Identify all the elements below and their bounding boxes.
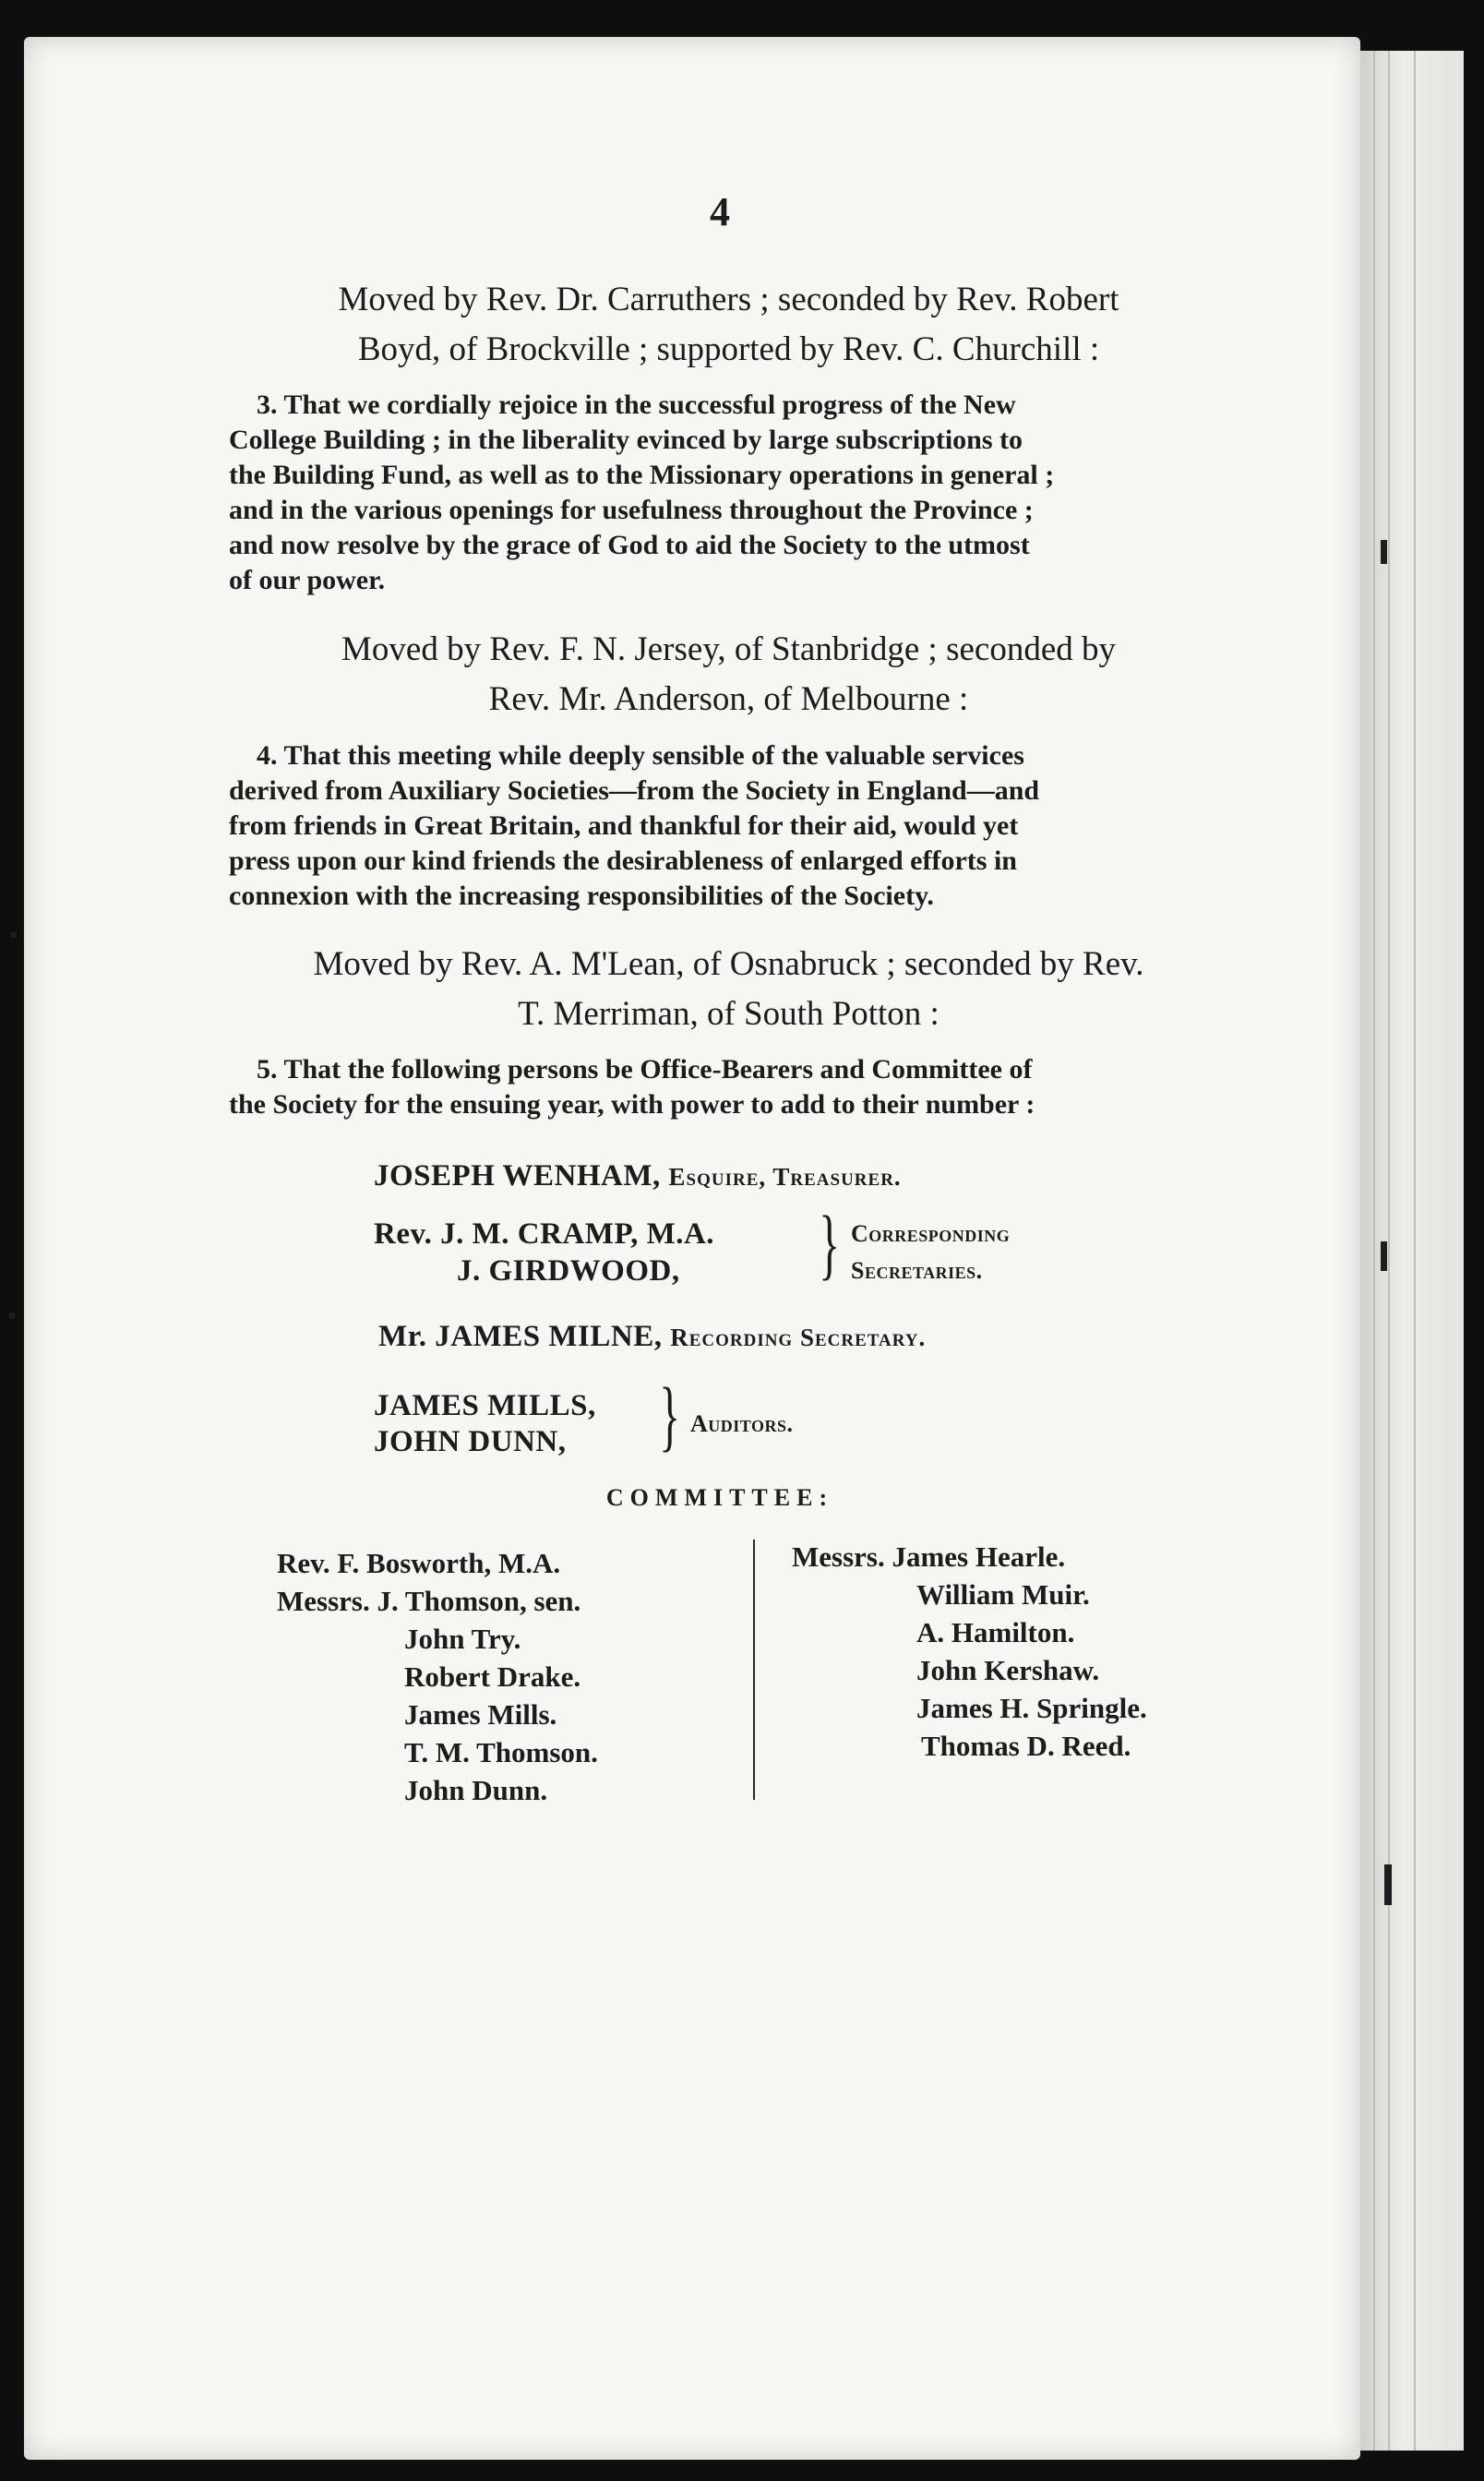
resolution-line: the Building Fund, as well as to the Missionary operations in general ;	[229, 460, 1055, 490]
resolution-line: derived from Auxiliary Societies—from the Society in England—and	[229, 775, 1040, 806]
corresponding-title-1: Corresponding	[851, 1220, 1011, 1247]
motion-5-moved-line1: Moved by Rev. A. M'Lean, of Osnabruck ; seconded by Rev.	[313, 945, 1144, 983]
committee-member: Thomas D. Reed.	[921, 1730, 1131, 1762]
scan-speck	[1381, 1241, 1387, 1271]
motion-5-moved-line2: T. Merriman, of South Potton :	[518, 995, 939, 1033]
resolution-4	[229, 738, 1239, 914]
committee-member: Robert Drake.	[404, 1660, 581, 1693]
auditors-title: Auditors.	[690, 1410, 794, 1437]
brace-glyph: }	[659, 1371, 680, 1459]
motion-3-moved-line2: Boyd, of Brockville ; supported by Rev. C. Churchill :	[357, 330, 1100, 368]
motion-5-moved	[214, 940, 1243, 1039]
resolution-line: and in the various openings for usefulness throughout the Province ;	[229, 495, 1034, 525]
resolution-line: College Building ; in the liberality evinced by large subscriptions to	[229, 425, 1023, 455]
committee-member: Messrs. James Hearle.	[792, 1540, 1066, 1573]
committee-member: William Muir.	[916, 1578, 1090, 1611]
resolution-line: 5. That the following persons be Office-Bearers and Committee of	[257, 1054, 1033, 1085]
corresponding-secretary-2: J. GIRDWOOD,	[457, 1254, 680, 1288]
resolution-line: press upon our kind friends the desirableness of enlarged efforts in	[229, 845, 1017, 876]
resolution-line: 4. That this meeting while deeply sensible of the valuable services	[257, 740, 1024, 771]
committee-member: Rev. F. Bosworth, M.A.	[277, 1547, 561, 1579]
resolution-line: and now resolve by the grace of God to aid the Society to the utmost	[229, 530, 1030, 560]
scan-speck	[9, 1312, 15, 1319]
motion-4-moved-line1: Moved by Rev. F. N. Jersey, of Stanbridge ; seconded by	[341, 630, 1116, 668]
recording-title: Recording Secretary.	[670, 1324, 927, 1351]
committee-member: James H. Springle.	[916, 1692, 1147, 1724]
committee-member: Messrs. J. Thomson, sen.	[277, 1585, 581, 1617]
committee-member: A. Hamilton.	[916, 1616, 1075, 1648]
scan-speck	[1384, 1864, 1392, 1905]
corresponding-secretary-1: Rev. J. M. CRAMP, M.A.	[374, 1217, 715, 1251]
resolution-line: connexion with the increasing responsibilities of the Society.	[229, 881, 934, 911]
resolution-line: of our power.	[229, 565, 386, 595]
committee-member: T. M. Thomson.	[404, 1736, 598, 1768]
resolution-3	[229, 388, 1239, 598]
motion-3-moved-line1: Moved by Rev. Dr. Carruthers ; seconded by Rev. Robert	[338, 281, 1119, 318]
committee-divider	[753, 1540, 755, 1800]
resolution-line: the Society for the ensuing year, with power to add to their number :	[229, 1089, 1035, 1120]
committee-heading: COMMITTEE:	[605, 1484, 834, 1511]
scan-speck	[11, 932, 17, 938]
committee-member: John Kershaw.	[916, 1654, 1100, 1686]
recording-name: Mr. JAMES MILNE,	[378, 1320, 663, 1353]
motion-3-moved	[214, 275, 1243, 375]
brace-glyph: }	[819, 1199, 840, 1288]
motion-4-moved	[214, 625, 1243, 725]
auditor-1: JAMES MILLS,	[374, 1389, 596, 1422]
committee-member: John Try.	[404, 1623, 521, 1655]
committee-member: James Mills.	[404, 1698, 557, 1731]
committee-member: John Dunn.	[404, 1774, 548, 1806]
motion-4-moved-line2: Rev. Mr. Anderson, of Melbourne :	[488, 680, 969, 718]
auditor-2: JOHN DUNN,	[374, 1425, 567, 1458]
adjacent-page-edge	[1360, 51, 1464, 2451]
treasurer-title: Esquire, Treasurer.	[668, 1163, 902, 1191]
recording-secretary-line	[378, 1319, 926, 1355]
resolution-line: from friends in Great Britain, and thankful for their aid, would yet	[229, 810, 1019, 841]
resolution-5	[229, 1052, 1239, 1122]
treasurer-name: JOSEPH WENHAM,	[374, 1159, 661, 1193]
resolution-line: 3. That we cordially rejoice in the successful progress of the New	[257, 390, 1016, 420]
corresponding-title-2: Secretaries.	[851, 1257, 983, 1284]
treasurer-line	[374, 1158, 902, 1194]
scan-speck	[1381, 540, 1387, 564]
committee-left-column	[277, 1544, 598, 1809]
committee-right-column	[792, 1538, 1147, 1765]
page-number: 4	[710, 189, 730, 234]
